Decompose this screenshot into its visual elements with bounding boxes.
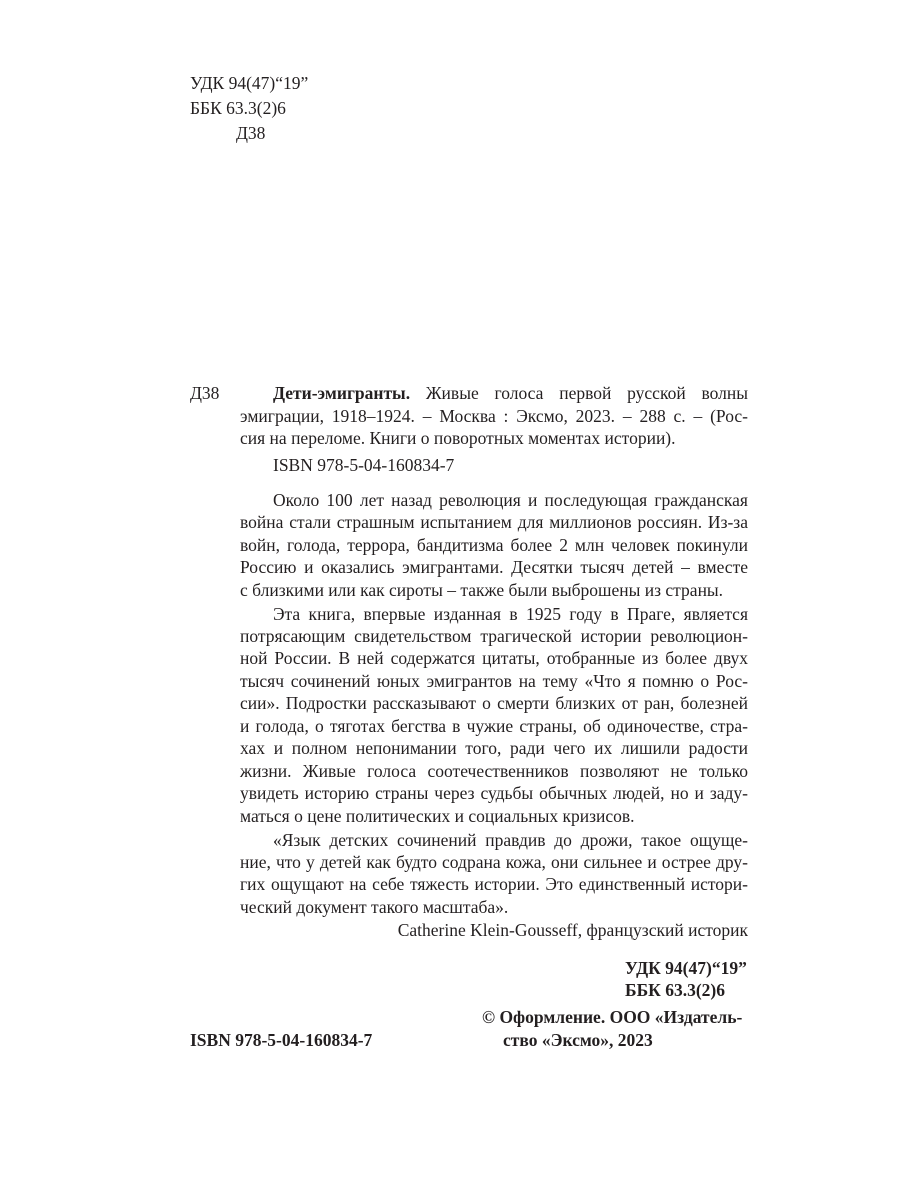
annotation-line: Россию и оказались эмигрантами. Десятки тысяч детей – вместе (240, 557, 748, 577)
record-line-1 (273, 382, 748, 404)
bbk-code: ББК 63.3(2)6 (190, 98, 286, 118)
annotation-line: Около 100 лет назад революция и последующая гражданская (273, 490, 748, 510)
copyright-line-1: © Оформление. ООО «Издатель- (482, 1007, 743, 1027)
annotation-line: с близкими или как сироты – также были выброшены из страны. (240, 580, 724, 600)
annotation-line: хах и полном непонимании того, ради чего их лишили радости (240, 738, 748, 758)
record-line-3: сия на переломе. Книги о поворотных моментах истории). (240, 428, 676, 448)
copyright-line-2: ство «Эксмо», 2023 (503, 1030, 653, 1050)
quote-line: «Язык детских сочинений правдив до дрожи, такое ощуще- (273, 830, 748, 850)
bottom-udk: УДК 94(47)“19” (625, 958, 747, 978)
udk-code: УДК 94(47)“19” (190, 73, 309, 93)
book-title: Дети-эмигранты. (273, 383, 411, 403)
record-author-mark: Д38 (190, 383, 220, 403)
annotation-line: ной России. В ней содержатся цитаты, отобранные из более двух (240, 648, 748, 668)
annotation-line: сии». Подростки рассказывают о смерти близких от ран, болезней (240, 693, 748, 713)
bottom-bbk: ББК 63.3(2)6 (625, 980, 725, 1000)
quote-line: ние, что у детей как будто содрана кожа, они сильнее и острее дру- (240, 852, 748, 872)
quote-attribution: Catherine Klein-Gousseff, французский историк (397, 920, 748, 940)
annotation-line: Эта книга, впервые изданная в 1925 году в Праге, является (273, 604, 748, 624)
quote-line: ческий документ такого масштаба». (240, 897, 509, 917)
author-mark: Д38 (236, 123, 266, 143)
record-subtitle: Живые голоса первой русской волны (410, 383, 748, 403)
quote-line: гих ощущают на себе тяжесть истории. Это единственный истори- (240, 874, 748, 894)
annotation-line: и голода, о тяготах бегства в чужие страны, об одиночестве, стра- (240, 716, 748, 736)
annotation-line: тысяч сочинений юных эмигрантов на тему «Что я помню о Рос- (240, 671, 748, 691)
record-line-2: эмиграции, 1918–1924. – Москва : Эксмо, 2023. – 288 с. – (Рос- (240, 406, 748, 426)
annotation-line: войн, голода, террора, бандитизма более 2 млн человек покинули (240, 535, 748, 555)
annotation-line: жизни. Живые голоса соотечественников позволяют не только (240, 761, 748, 781)
annotation-line: война стали страшным испытанием для миллионов россиян. Из-за (240, 512, 748, 532)
footer-isbn: ISBN 978-5-04-160834-7 (190, 1030, 373, 1050)
record-isbn: ISBN 978-5-04-160834-7 (273, 455, 455, 475)
annotation-line: потрясающим свидетельством трагической истории революцион- (240, 626, 748, 646)
annotation-line: маться о цене политических и социальных кризисов. (240, 806, 635, 826)
annotation-line: увидеть историю страны через судьбы обычных людей, но и заду- (240, 783, 748, 803)
